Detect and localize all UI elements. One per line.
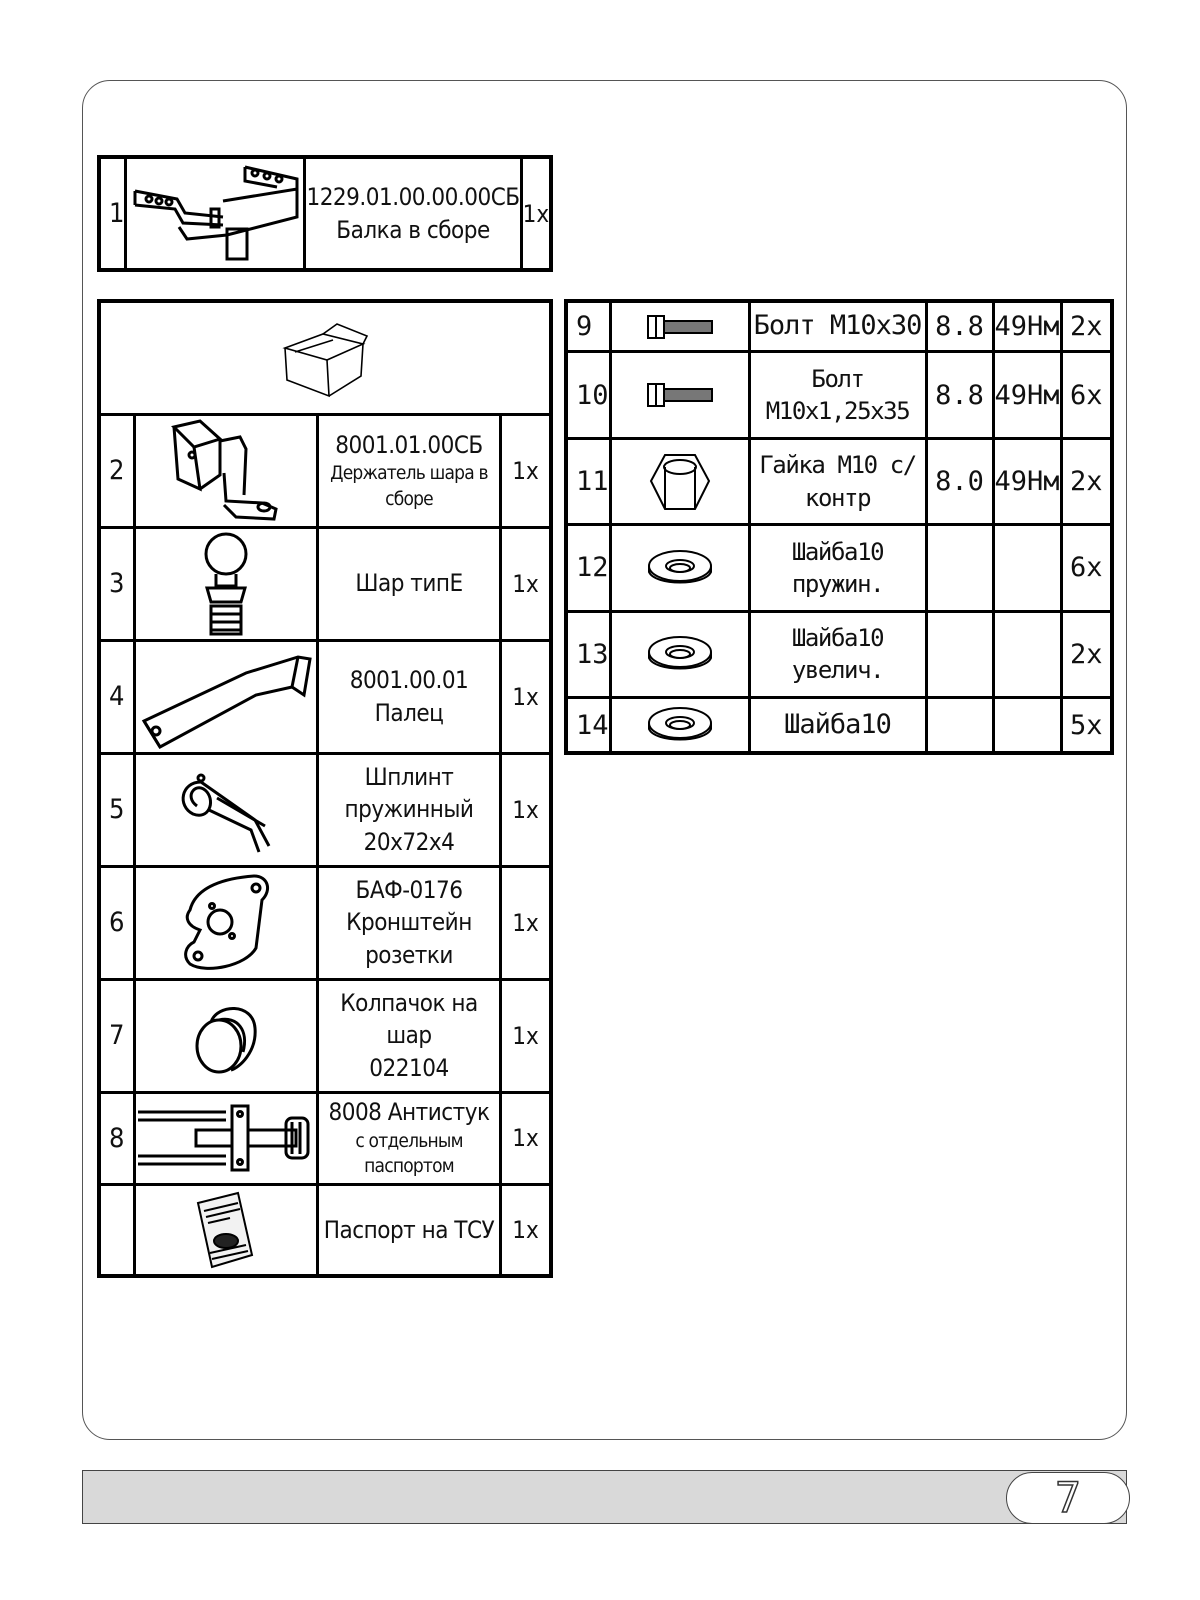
fastener-name: Шайба10 пружин. (749, 525, 926, 611)
table-row (99, 527, 551, 640)
part-note: с отдельным паспортом (355, 1129, 463, 1178)
fastener-quantity: 2х (1061, 438, 1112, 524)
fastener-quantity: 5х (1061, 698, 1112, 753)
nut-icon (610, 438, 749, 524)
table-row (99, 1092, 551, 1184)
anti-knock-icon (135, 1092, 318, 1184)
fastener-quantity: 2х (1061, 611, 1112, 697)
table-row (99, 1184, 551, 1276)
fastener-quantity: 2х (1061, 301, 1112, 352)
tow-ball-description (318, 527, 501, 640)
part-quantity: 1x (501, 753, 552, 866)
fastener-name: Шайба10 (749, 698, 926, 753)
item-number: 1 (99, 157, 126, 270)
part-name: Балка в сборе (336, 215, 490, 244)
part-quantity: 1x (501, 527, 552, 640)
footer-bar (82, 1470, 1127, 1524)
socket-bracket-description (318, 866, 501, 979)
part-quantity: 1x (501, 640, 552, 753)
washer-icon (610, 698, 749, 753)
fastener-torque: 49Нм (993, 352, 1061, 438)
part-code: 1229.01.00.00.00СБ (306, 183, 520, 212)
table-row (99, 753, 551, 866)
spring-cotter-description (318, 753, 501, 866)
item-number: 14 (566, 698, 610, 753)
table-row (99, 640, 551, 753)
table-row (99, 979, 551, 1092)
ball-holder-description (318, 414, 501, 527)
table-row (566, 611, 1112, 697)
page-number: 7 (1006, 1472, 1130, 1524)
part-quantity: 1x (501, 979, 552, 1092)
fastener-name: Гайка М10 с/контр (749, 438, 926, 524)
part-quantity: 1x (521, 157, 551, 270)
item-number: 7 (99, 979, 135, 1092)
fastener-torque (993, 698, 1061, 753)
part-code: БАФ-0176 (355, 875, 463, 904)
item-number: 9 (566, 301, 610, 352)
fastener-name: Шайба10 увелич. (749, 611, 926, 697)
table-row (99, 157, 551, 270)
fastener-torque (993, 525, 1061, 611)
table-row (99, 866, 551, 979)
part-name: Держатель шара в сборе (330, 462, 488, 510)
ball-cap-description (318, 979, 501, 1092)
pin-description (318, 640, 501, 753)
fastener-torque: 49Нм (993, 301, 1061, 352)
washer-icon (610, 525, 749, 611)
part-name: Паспорт на ТСУ (323, 1215, 495, 1244)
parts-table-left (97, 299, 553, 1278)
bolt-icon (610, 301, 749, 352)
item-number: 8 (99, 1092, 135, 1184)
part-code: 8001.01.00СБ (335, 430, 483, 459)
tow-ball-icon (135, 527, 318, 640)
item-number: 6 (99, 866, 135, 979)
part-quantity: 1x (501, 414, 552, 527)
item-number: 12 (566, 525, 610, 611)
fastener-quantity: 6х (1061, 352, 1112, 438)
socket-bracket-icon (135, 866, 318, 979)
bolt-icon (610, 352, 749, 438)
item-number: 5 (99, 753, 135, 866)
item-number: 11 (566, 438, 610, 524)
fastener-name: Болт М10х30 (749, 301, 926, 352)
part-name: Колпачок на шар (340, 988, 478, 1050)
spring-cotter-icon (135, 753, 318, 866)
box-icon (99, 301, 551, 414)
part-name: Шар типЕ (355, 569, 463, 598)
fasteners-table (564, 299, 1114, 755)
part-code: 022104 (369, 1053, 449, 1082)
fastener-name: Болт М10х1,25х35 (749, 352, 926, 438)
fastener-grade: 8.8 (926, 352, 993, 438)
main-beam-table (97, 155, 553, 272)
part-quantity: 1x (501, 866, 552, 979)
item-number: 3 (99, 527, 135, 640)
fastener-quantity: 6х (1061, 525, 1112, 611)
part-name: 8001.00.01 Палец (349, 666, 469, 727)
passport-icon (135, 1184, 318, 1276)
item-number: 2 (99, 414, 135, 527)
fastener-grade: 8.0 (926, 438, 993, 524)
passport-description (318, 1184, 501, 1276)
beam-assembly-icon (126, 157, 305, 270)
item-number: 13 (566, 611, 610, 697)
fastener-grade (926, 611, 993, 697)
table-row (566, 525, 1112, 611)
part-size: 20x72x4 (363, 827, 455, 856)
anti-knock-description (318, 1092, 501, 1184)
part-quantity: 1x (501, 1184, 552, 1276)
fastener-torque: 49Нм (993, 438, 1061, 524)
washer-icon (610, 611, 749, 697)
pin-icon (135, 640, 318, 753)
ball-cap-icon (135, 979, 318, 1092)
ball-holder-icon (135, 414, 318, 527)
fastener-torque (993, 611, 1061, 697)
part-name: Кронштейн розетки (346, 908, 472, 969)
box-row (99, 301, 551, 414)
fastener-grade: 8.8 (926, 301, 993, 352)
part-quantity: 1x (501, 1092, 552, 1184)
beam-description (305, 157, 521, 270)
fastener-grade (926, 525, 993, 611)
part-name: Шплинт пружинный (344, 762, 474, 824)
item-number: 10 (566, 352, 610, 438)
part-name: 8008 Антистук (328, 1098, 490, 1127)
table-row (566, 301, 1112, 352)
item-number (99, 1184, 135, 1276)
item-number: 4 (99, 640, 135, 753)
fastener-grade (926, 698, 993, 753)
table-row (566, 438, 1112, 524)
table-row (566, 352, 1112, 438)
table-row (99, 414, 551, 527)
table-row (566, 698, 1112, 753)
